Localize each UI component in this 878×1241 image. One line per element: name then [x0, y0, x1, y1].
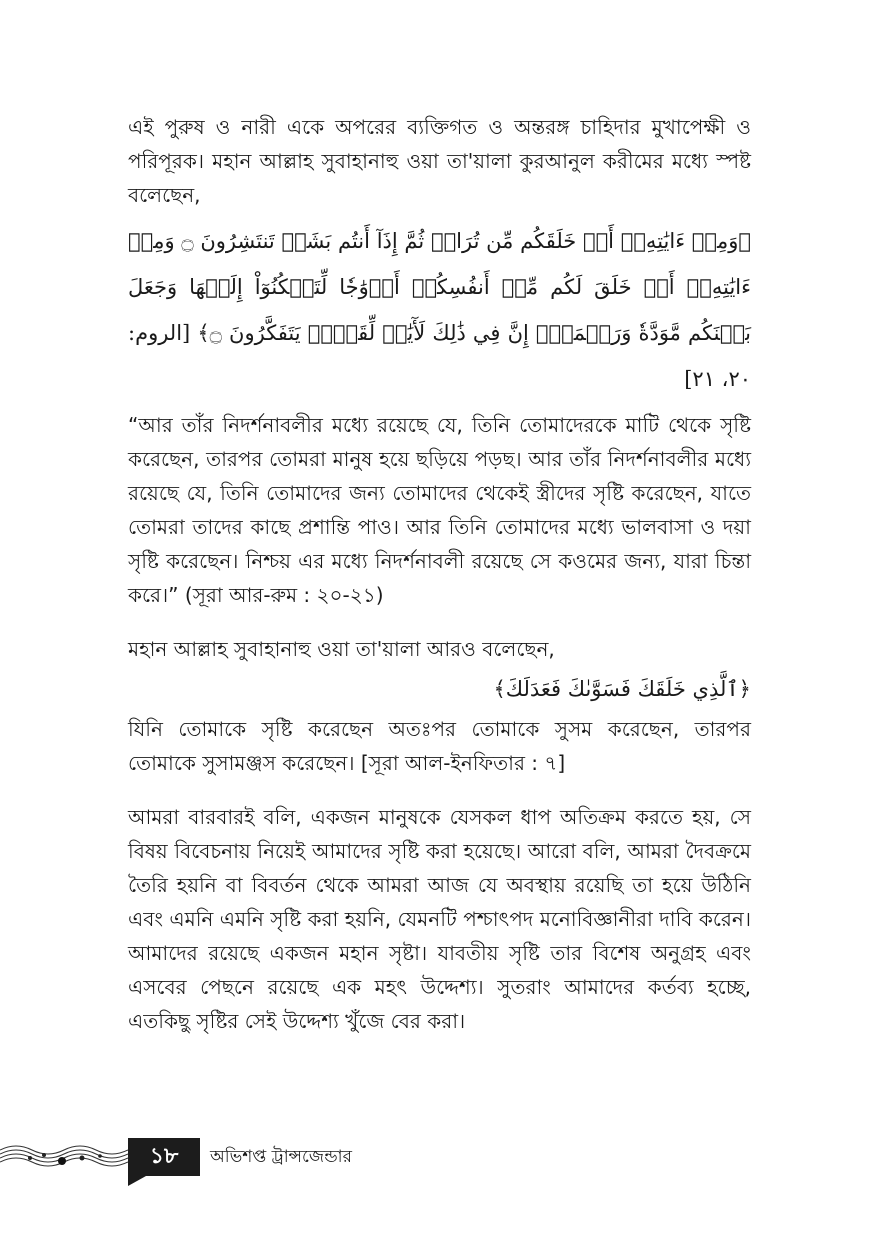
wave-ornament-icon — [0, 1128, 130, 1188]
arabic-verse-infitar: ﴿ٱلَّذِي خَلَقَكَ فَسَوَّىٰكَ فَعَدَلَكَ﴾ — [493, 677, 751, 701]
paragraph-translation-infitar: যিনি তোমাকে সৃষ্টি করেছেন অতঃপর তোমাকে সুসম করেছেন, তারপর তোমাকে সুসামঞ্জস করেছেন। [সূরা আল-ইনফিতার : ৭] — [128, 717, 751, 775]
paragraph-intro: এই পুরুষ ও নারী একে অপরের ব্যক্তিগত ও অন্তরঙ্গ চাহিদার মুখাপেক্ষী ও পরিপূরক। মহান আল্লাহ সুবাহানাহু ওয়া তা'য়ালা কুরআনুল করীমের মধ্যে স্পষ্ট বলেছেন, — [128, 115, 751, 207]
paragraph-quote-intro: মহান আল্লাহ সুবাহানাহু ওয়া তা'য়ালা আরও বলেছেন, — [128, 637, 555, 661]
page-footer — [0, 1128, 878, 1188]
page-body — [128, 110, 751, 1038]
arabic-verse-rum: ﴿وَمِنۡ ءَايَٰتِهِۦٓ أَنۡ خَلَقَكُم مِّن تُرَابٖ ثُمَّ إِذَآ أَنتُم بَشَرٞ تَنتَشِرُونَ ۝ وَمِنۡ ءَايَٰتِهِۦٓ أَنۡ خَلَقَ لَكُم مِّنۡ أَنفُسِكُمۡ أَزۡوَٰجٗا لِّتَسۡكُنُوٓاْ إِلَيۡهَا وَجَعَلَ بَيۡنَكُم مَّوَدَّةٗ وَرَحۡمَةًۚ إِنَّ فِي ذَٰلِكَ لَأٓيَٰتٖ لِّقَوۡمٖ يَتَفَكَّرُونَ ۝﴾ [الروم: ٢٠، ٢١] — [128, 229, 751, 391]
running-title: অভিশপ্ত ট্রান্সজেন্ডার — [210, 1147, 352, 1167]
paragraph-translation-rum: “আর তাঁর নিদর্শনাবলীর মধ্যে রয়েছে যে, তিনি তোমাদেরকে মাটি থেকে সৃষ্টি করেছেন, তারপর তোমরা মানুষ হয়ে ছড়িয়ে পড়ছ। আর তাঁর নিদর্শনাবলীর মধ্যে রয়েছে যে, তিনি তোমাদের জন্য তোমাদের থেকেই স্ত্রীদের সৃষ্টি করেছেন, যাতে তোমরা তাদের কাছে প্রশান্তি পাও। আর তিনি তোমাদের মধ্যে ভালবাসা ও দয়া সৃষ্টি করেছেন। নিশ্চয় এর মধ্যে নিদর্শনাবলী রয়েছে সে কওমের জন্য, যারা চিন্তা করে।” (সূরা আর-রুম : ২০-২১) — [128, 413, 751, 607]
paragraph-conclusion: আমরা বারবারই বলি, একজন মানুষকে যেসকল ধাপ অতিক্রম করতে হয়, সে বিষয় বিবেচনায় নিয়েই আমাদের সৃষ্টি করা হয়েছে। আরো বলি, আমরা দৈবক্রমে তৈরি হয়নি বা বিবর্তন থেকে আমরা আজ যে অবস্থায় রয়েছি তা হয়ে উঠিনি এবং এমনি এমনি সৃষ্টি করা হয়নি, যেমনটি পশ্চাৎপদ মনোবিজ্ঞানীরা দাবি করেন। আমাদের রয়েছে একজন মহান সৃষ্টা। যাবতীয় সৃষ্টি তার বিশেষ অনুগ্রহ এবং এসবের পেছনে রয়েছে এক মহৎ উদ্দেশ্য। সুতরাং আমাদের কর্তব্য হচ্ছে, এতকিছু সৃষ্টির সেই উদ্দেশ্য খুঁজে বের করা। — [128, 805, 751, 1033]
page-number: ১৮ — [128, 1138, 200, 1176]
